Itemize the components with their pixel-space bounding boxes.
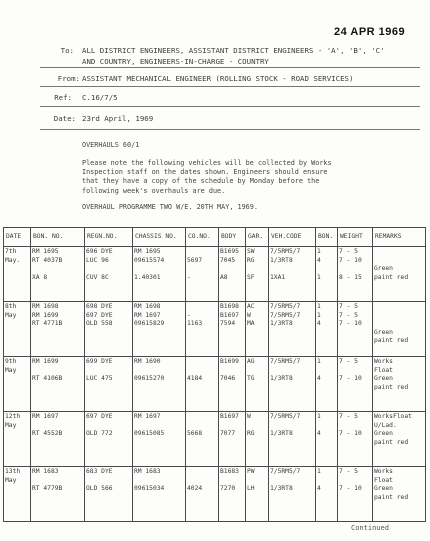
co-no-cell — [186, 302, 219, 357]
body-cell — [219, 247, 246, 302]
regn-no-cell — [85, 302, 133, 357]
cell-line — [32, 367, 83, 376]
weight-cell — [338, 357, 373, 412]
weight-cell — [338, 247, 373, 302]
bon-cell — [316, 302, 338, 357]
cell-line: RM 1695 — [134, 248, 161, 255]
cell-line: 7 - 5 — [339, 248, 358, 255]
column-header: GAR. — [246, 228, 269, 247]
cell-line: RT 4552B — [32, 430, 63, 438]
cell-line: Green — [374, 328, 393, 336]
cell-line — [220, 367, 244, 376]
body-cell — [219, 357, 246, 412]
cell-line: 9th — [5, 358, 17, 365]
cell-line — [339, 477, 371, 486]
header-rule — [40, 67, 420, 68]
cell-line — [374, 320, 424, 329]
cell-line: RM 1698 — [32, 303, 59, 310]
bon-no-cell — [31, 412, 85, 467]
cell-line: 1/3RT8 — [270, 375, 293, 383]
table-row — [4, 302, 426, 357]
bon-no-cell — [31, 247, 85, 302]
cell-line — [134, 477, 184, 486]
cell-line — [247, 367, 267, 376]
cell-line: paint red — [374, 493, 409, 501]
cell-line — [339, 367, 371, 376]
cell-line: Green — [374, 375, 393, 383]
cell-line: RM 1697 — [32, 413, 59, 420]
cell-line: 1 — [317, 468, 321, 475]
table-row — [4, 357, 426, 412]
regn-no-cell — [85, 247, 133, 302]
cell-line: 5668 — [187, 430, 203, 438]
cell-line: 7 - 5 — [339, 311, 358, 319]
cell-line: B1697 — [220, 413, 239, 420]
subject-line: OVERHAULS 60/1 — [82, 141, 140, 149]
cell-line — [374, 248, 424, 257]
cell-line: W — [247, 413, 251, 420]
continued-note: Continued — [351, 524, 389, 532]
table-body — [4, 247, 426, 522]
cell-line: 1XA1 — [270, 273, 286, 281]
cell-line: 4 — [317, 256, 321, 264]
cell-line: 4 — [317, 320, 321, 328]
cell-line: 1/3RT8 — [270, 256, 293, 264]
regn-no-cell — [85, 412, 133, 467]
cell-line: A8 — [220, 273, 228, 281]
cell-line — [220, 265, 244, 274]
remarks-cell — [373, 467, 426, 522]
date-label: Date: — [53, 114, 76, 123]
cell-line — [374, 257, 424, 266]
cell-line: 1 — [317, 358, 321, 365]
cell-line: 7 - 10 — [339, 430, 362, 438]
cell-line: May — [5, 366, 17, 374]
cell-line: 1/3RT8 — [270, 485, 293, 493]
cell-line: 1/3RT8 — [270, 320, 293, 328]
cell-line: 7/5RM5/7 — [270, 248, 301, 255]
cell-line: PW — [247, 468, 255, 475]
cell-line: Green — [374, 265, 393, 273]
cell-line: paint red — [374, 273, 409, 281]
co-no-cell — [186, 412, 219, 467]
ref-label: Ref: — [54, 93, 72, 102]
bon-cell — [316, 357, 338, 412]
cell-line: 7 - 10 — [339, 256, 362, 264]
cell-line: 7046 — [220, 375, 236, 383]
cell-line — [270, 265, 314, 274]
remarks-cell — [373, 247, 426, 302]
cell-line: 698 DYE — [86, 303, 113, 310]
cell-line: paint red — [374, 438, 409, 446]
cell-line: 09615270 — [134, 375, 165, 383]
column-header: REMARKS — [373, 228, 426, 247]
cell-line: 697 DYE — [86, 311, 113, 319]
paragraph-line: following week's overhauls are due. — [82, 186, 226, 195]
body-cell — [219, 467, 246, 522]
cell-line: 4 — [317, 430, 321, 438]
cell-line: Float — [374, 476, 393, 484]
cell-line: RM 1683 — [32, 468, 59, 475]
cell-line: 09615829 — [134, 320, 165, 328]
cell-line — [247, 422, 267, 431]
date-text: 23rd April, 1969 — [82, 114, 154, 123]
cell-line: 7/5RM5/7 — [270, 358, 301, 365]
cell-line: 1.40301 — [134, 273, 161, 281]
cell-line: 1163 — [187, 320, 203, 328]
cell-line: 683 DYE — [86, 468, 113, 475]
veh-code-cell — [269, 412, 316, 467]
cell-line: RM 1699 — [32, 311, 59, 319]
cell-line: 7th — [5, 248, 17, 255]
cell-line: RM 1699 — [32, 358, 59, 365]
weight-cell — [338, 302, 373, 357]
cell-line: - — [187, 311, 191, 319]
garage-cell — [246, 302, 269, 357]
cell-line — [270, 422, 314, 431]
cell-line: U/Lad. — [374, 421, 397, 429]
notice-paragraph — [82, 159, 427, 196]
cell-line — [220, 422, 244, 431]
cell-line: SF — [247, 273, 255, 281]
date-cell — [4, 302, 31, 357]
cell-line — [339, 265, 371, 274]
cell-line: AG — [247, 358, 255, 365]
cell-line: SW — [247, 248, 255, 255]
cell-line: OLD 566 — [86, 485, 113, 493]
cell-line: 7 - 5 — [339, 303, 358, 310]
cell-line: B1695 — [220, 248, 239, 255]
cell-line: 1 — [317, 303, 321, 310]
cell-line: 13th — [5, 468, 21, 475]
cell-line: RM 1695 — [32, 248, 59, 255]
cell-line — [32, 265, 83, 274]
remarks-cell — [373, 302, 426, 357]
cell-line — [32, 422, 83, 431]
cell-line: 1 — [317, 248, 321, 255]
bon-no-cell — [31, 302, 85, 357]
table-header-row — [4, 228, 426, 247]
paragraph-line: Please note the following vehicles will be collected by Works — [82, 159, 332, 167]
cell-line: 696 DYE — [86, 248, 113, 255]
cell-line: 7 - 10 — [339, 375, 362, 383]
cell-line: RT 4037B — [32, 256, 63, 264]
veh-code-cell — [269, 467, 316, 522]
chassis-no-cell — [133, 302, 186, 357]
body-cell — [219, 412, 246, 467]
cell-line: RT 4106B — [32, 375, 63, 383]
cell-line: 8th — [5, 303, 17, 310]
column-header: DATE — [4, 228, 31, 247]
cell-line: LH — [247, 485, 255, 493]
cell-line: B1699 — [220, 358, 239, 365]
weight-cell — [338, 412, 373, 467]
cell-line: 4 — [317, 485, 321, 493]
cell-line — [32, 477, 83, 486]
chassis-no-cell — [133, 412, 186, 467]
to-line-2: AND COUNTRY, ENGINEERS-IN-CHARGE - COUNTRY — [82, 57, 269, 66]
cell-line: 7 - 10 — [339, 485, 362, 493]
cell-line — [86, 422, 131, 431]
cell-line — [86, 477, 131, 486]
cell-line — [86, 265, 131, 274]
regn-no-cell — [85, 467, 133, 522]
cell-line: Green — [374, 485, 393, 493]
paragraph-line: that they have a copy of the schedule by Monday before the — [82, 177, 320, 186]
cell-line: B1698 — [220, 303, 239, 310]
cell-line: B1683 — [220, 468, 239, 475]
cell-line — [374, 312, 424, 321]
cell-line: 697 DYE — [86, 413, 113, 420]
cell-line — [374, 303, 424, 312]
cell-line — [187, 248, 217, 257]
cell-line: 7594 — [220, 320, 236, 328]
cell-line — [247, 265, 267, 274]
cell-line — [187, 468, 217, 477]
cell-line — [187, 303, 217, 312]
table-row — [4, 412, 426, 467]
veh-code-cell — [269, 247, 316, 302]
veh-code-cell — [269, 302, 316, 357]
cell-line — [187, 265, 217, 274]
chassis-no-cell — [133, 467, 186, 522]
cell-line: 8 - 15 — [339, 273, 362, 281]
cell-line: MA — [247, 320, 255, 328]
cell-line: RG — [247, 430, 255, 438]
column-header: CHASSIS NO. — [133, 228, 186, 247]
cell-line: 1 — [317, 273, 321, 281]
cell-line: - — [187, 273, 191, 281]
cell-line: 7 - 10 — [339, 320, 362, 328]
cell-line: Works — [374, 358, 393, 365]
cell-line — [317, 422, 336, 431]
cell-line — [187, 422, 217, 431]
cell-line — [187, 367, 217, 376]
cell-line: paint red — [374, 383, 409, 391]
bon-cell — [316, 247, 338, 302]
date-received-stamp: 24 APR 1969 — [334, 26, 406, 38]
cell-line: RM 1683 — [134, 468, 161, 475]
co-no-cell — [186, 467, 219, 522]
date-cell — [4, 467, 31, 522]
cell-line: paint red — [374, 337, 409, 345]
cell-line: May — [5, 421, 17, 429]
cell-line: 1 — [317, 413, 321, 420]
cell-line — [270, 477, 314, 486]
chassis-no-cell — [133, 247, 186, 302]
column-header: WEIGHT — [338, 228, 373, 247]
column-header: CO.NO. — [186, 228, 219, 247]
cell-line: Works — [374, 468, 393, 475]
cell-line — [220, 477, 244, 486]
from-text: ASSISTANT MECHANICAL ENGINEER (ROLLING STOCK - ROAD SERVICES) — [82, 74, 354, 83]
cell-line: 7/5RM5/7 — [270, 303, 301, 310]
cell-line: WorksFloat — [374, 413, 412, 420]
chassis-no-cell — [133, 357, 186, 412]
cell-line: 7 - 5 — [339, 468, 358, 475]
garage-cell — [246, 412, 269, 467]
weight-cell — [338, 467, 373, 522]
to-label: To: — [60, 46, 74, 55]
cell-line: 5697 — [187, 256, 203, 264]
cell-line: 699 DYE — [86, 358, 113, 365]
cell-line — [187, 477, 217, 486]
garage-cell — [246, 467, 269, 522]
cell-line: RM 1698 — [134, 303, 161, 310]
programme-title: OVERHAUL PROGRAMME TWO W/E. 20TH MAY, 1969. — [82, 203, 258, 211]
cell-line: CUV 8C — [86, 273, 109, 281]
cell-line — [134, 367, 184, 376]
table-row — [4, 247, 426, 302]
cell-line: LUC 96 — [86, 256, 109, 264]
cell-line: 7045 — [220, 256, 236, 264]
body-cell — [219, 302, 246, 357]
bon-no-cell — [31, 467, 85, 522]
column-header: BON. — [316, 228, 338, 247]
bon-cell — [316, 412, 338, 467]
column-header: BON. NO. — [31, 228, 85, 247]
cell-line: 1/3RT8 — [270, 430, 293, 438]
cell-line: 7/5RM5/7 — [270, 468, 301, 475]
date-cell — [4, 412, 31, 467]
cell-line: 7/5RM5/7 — [270, 413, 301, 420]
cell-line: May. — [5, 256, 21, 264]
cell-line: 09615034 — [134, 485, 165, 493]
table-row — [4, 467, 426, 522]
cell-line — [187, 358, 217, 367]
cell-line: XA 8 — [32, 273, 48, 281]
cell-line: LUC 475 — [86, 375, 113, 383]
to-line-1: ALL DISTRICT ENGINEERS, ASSISTANT DISTRICT ENGINEERS - 'A', 'B', 'C' — [82, 46, 385, 55]
cell-line: 7 - 5 — [339, 358, 358, 365]
header-rule — [40, 86, 420, 87]
header-rule — [40, 129, 420, 130]
date-cell — [4, 357, 31, 412]
cell-line: AC — [247, 303, 255, 310]
cell-line: 4 — [317, 375, 321, 383]
cell-line: W — [247, 311, 251, 319]
cell-line: RM 1690 — [134, 358, 161, 365]
bon-no-cell — [31, 357, 85, 412]
cell-line: 7270 — [220, 485, 236, 493]
cell-line: TG — [247, 375, 255, 383]
cell-line: 7/5RM5/7 — [270, 311, 301, 319]
garage-cell — [246, 357, 269, 412]
cell-line — [317, 477, 336, 486]
cell-line — [339, 422, 371, 431]
cell-line: 4184 — [187, 375, 203, 383]
cell-line — [247, 477, 267, 486]
ref-text: C.16/7/5 — [82, 93, 118, 102]
co-no-cell — [186, 247, 219, 302]
cell-line: 12th — [5, 413, 21, 420]
cell-line: RM 1697 — [134, 413, 161, 420]
date-cell — [4, 247, 31, 302]
cell-line: 1 — [317, 311, 321, 319]
cell-line: May — [5, 476, 17, 484]
cell-line — [270, 367, 314, 376]
cell-line: 7 - 5 — [339, 413, 358, 420]
overhaul-table — [3, 227, 426, 522]
cell-line — [134, 265, 184, 274]
header-rule — [40, 106, 420, 107]
cell-line: 09615574 — [134, 256, 165, 264]
regn-no-cell — [85, 357, 133, 412]
cell-line: Float — [374, 366, 393, 374]
remarks-cell — [373, 412, 426, 467]
column-header: VEH.CODE — [269, 228, 316, 247]
cell-line: OLD 772 — [86, 430, 113, 438]
veh-code-cell — [269, 357, 316, 412]
cell-line: Green — [374, 430, 393, 438]
paragraph-line: Inspection staff on the dates shown. Engineers should ensure — [82, 168, 328, 177]
garage-cell — [246, 247, 269, 302]
cell-line: B1697 — [220, 311, 239, 319]
column-header: REGN.NO. — [85, 228, 133, 247]
cell-line — [86, 367, 131, 376]
cell-line: 09615085 — [134, 430, 165, 438]
cell-line: May — [5, 311, 17, 319]
co-no-cell — [186, 357, 219, 412]
cell-line: 4024 — [187, 485, 203, 493]
from-label: From: — [57, 74, 80, 83]
bon-cell — [316, 467, 338, 522]
remarks-cell — [373, 357, 426, 412]
cell-line: RM 1697 — [134, 311, 161, 319]
cell-line — [187, 413, 217, 422]
cell-line: OLD 558 — [86, 320, 113, 328]
cell-line — [134, 422, 184, 431]
cell-line — [317, 367, 336, 376]
column-header: BODY — [219, 228, 246, 247]
cell-line — [317, 265, 336, 274]
cell-line: RG — [247, 256, 255, 264]
cell-line: RT 4771B — [32, 320, 63, 328]
cell-line: 7077 — [220, 430, 236, 438]
cell-line: RT 4779B — [32, 485, 63, 493]
